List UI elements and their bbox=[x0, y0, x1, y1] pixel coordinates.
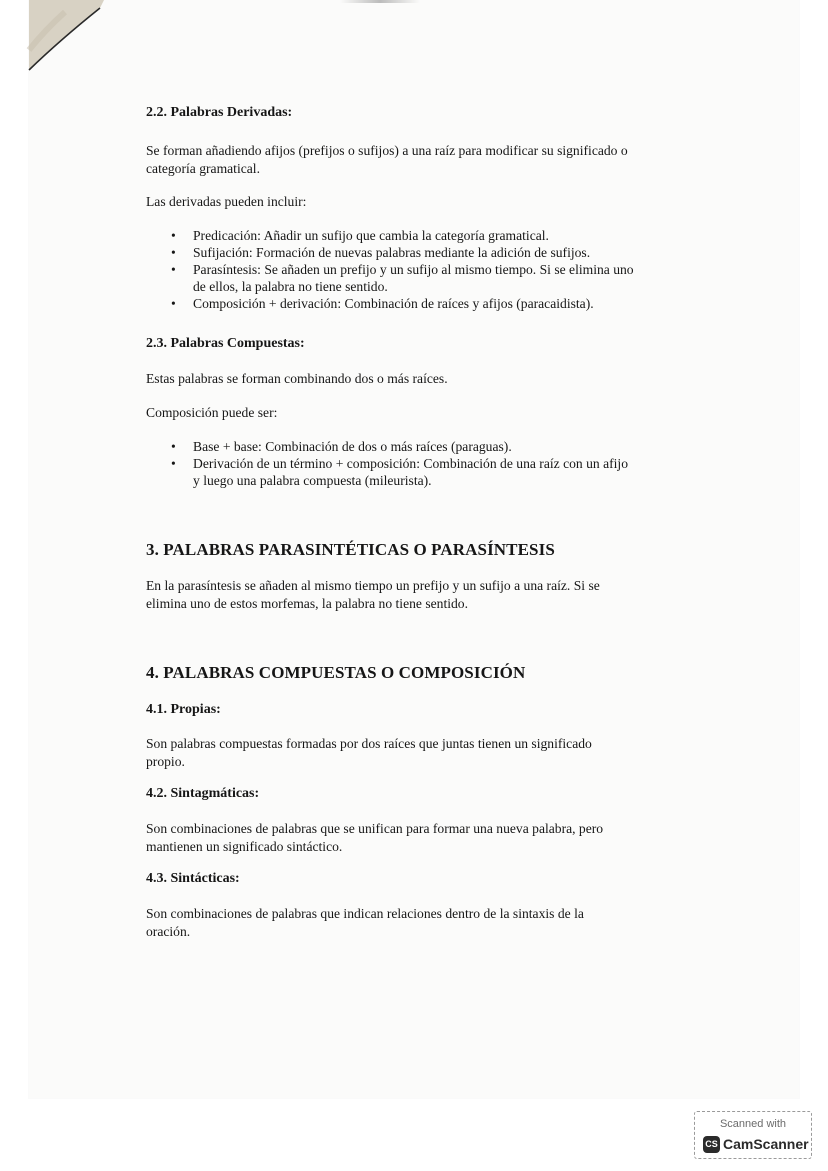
list-item-text: Parasíntesis: Se añaden un prefijo y un sufijo al mismo tiempo. Si se elimina uno bbox=[193, 262, 634, 277]
paragraph-line: mantienen un significado sintáctico. bbox=[146, 839, 343, 854]
paragraph-line: categoría gramatical. bbox=[146, 161, 260, 176]
list-item-text: y luego una palabra compuesta (mileurista). bbox=[193, 473, 432, 488]
section-heading-2-3: 2.3. Palabras Compuestas: bbox=[146, 336, 305, 351]
list-item-text: Derivación de un término + composición: Combinación de una raíz con un afijo bbox=[193, 456, 628, 471]
list-item-text: Base + base: Combinación de dos o más raíces (paraguas). bbox=[193, 439, 512, 454]
paragraph-line: Se forman añadiendo afijos (prefijos o sufijos) a una raíz para modificar su significado o bbox=[146, 143, 628, 158]
paragraph-line: Son combinaciones de palabras que se unifican para formar una nueva palabra, pero bbox=[146, 821, 604, 836]
document-body bbox=[146, 100, 676, 941]
scan-edge-mark bbox=[340, 0, 420, 3]
compound-words-list bbox=[146, 438, 676, 489]
list-item-text: Composición + derivación: Combinación de raíces y afijos (paracaidista). bbox=[193, 296, 594, 311]
subsection-heading-4-3: 4.3. Sintácticas: bbox=[146, 871, 240, 886]
list-intro: Las derivadas pueden incluir: bbox=[146, 194, 307, 209]
watermark-brand: CamScanner bbox=[723, 1136, 809, 1152]
section-heading-4: 4. PALABRAS COMPUESTAS O COMPOSICIÓN bbox=[146, 663, 526, 682]
bullet-icon: • bbox=[171, 456, 176, 471]
paragraph-line: Son palabras compuestas formadas por dos raíces que juntas tienen un significado bbox=[146, 736, 592, 751]
list-item bbox=[146, 227, 676, 244]
paragraph-line: Estas palabras se forman combinando dos o más raíces. bbox=[146, 371, 448, 386]
list-item-text: Predicación: Añadir un sufijo que cambia la categoría gramatical. bbox=[193, 228, 549, 243]
list-item-text: Sufijación: Formación de nuevas palabras mediante la adición de sufijos. bbox=[193, 245, 591, 260]
list-item bbox=[146, 295, 676, 312]
list-item bbox=[146, 261, 676, 295]
list-intro: Composición puede ser: bbox=[146, 405, 278, 420]
subsection-heading-4-2: 4.2. Sintagmáticas: bbox=[146, 786, 260, 801]
bullet-icon: • bbox=[171, 245, 176, 260]
bullet-icon: • bbox=[171, 439, 176, 454]
bullet-icon: • bbox=[171, 296, 176, 311]
bullet-icon: • bbox=[171, 228, 176, 243]
list-item bbox=[146, 455, 676, 489]
derived-words-list bbox=[146, 227, 676, 312]
watermark-caption: Scanned with bbox=[719, 1118, 787, 1130]
list-item bbox=[146, 244, 676, 261]
paragraph-line: En la parasíntesis se añaden al mismo tiempo un prefijo y un sufijo a una raíz. Si se bbox=[146, 578, 600, 593]
paragraph-line: oración. bbox=[146, 924, 191, 939]
list-item bbox=[146, 438, 676, 455]
paragraph-line: propio. bbox=[146, 754, 185, 769]
folded-corner-shadow bbox=[0, 0, 120, 85]
camscanner-watermark bbox=[694, 1111, 812, 1159]
subsection-heading-4-1: 4.1. Propias: bbox=[146, 702, 221, 717]
paragraph-line: elimina uno de estos morfemas, la palabra no tiene sentido. bbox=[146, 596, 469, 611]
bullet-icon: • bbox=[171, 262, 176, 277]
camscanner-logo-icon: CS bbox=[703, 1136, 720, 1153]
section-heading-2-2: 2.2. Palabras Derivadas: bbox=[146, 105, 293, 120]
section-heading-3: 3. PALABRAS PARASINTÉTICAS O PARASÍNTESIS bbox=[146, 540, 555, 559]
paragraph-line: Son combinaciones de palabras que indican relaciones dentro de la sintaxis de la bbox=[146, 906, 584, 921]
list-item-text: de ellos, la palabra no tiene sentido. bbox=[193, 279, 388, 294]
